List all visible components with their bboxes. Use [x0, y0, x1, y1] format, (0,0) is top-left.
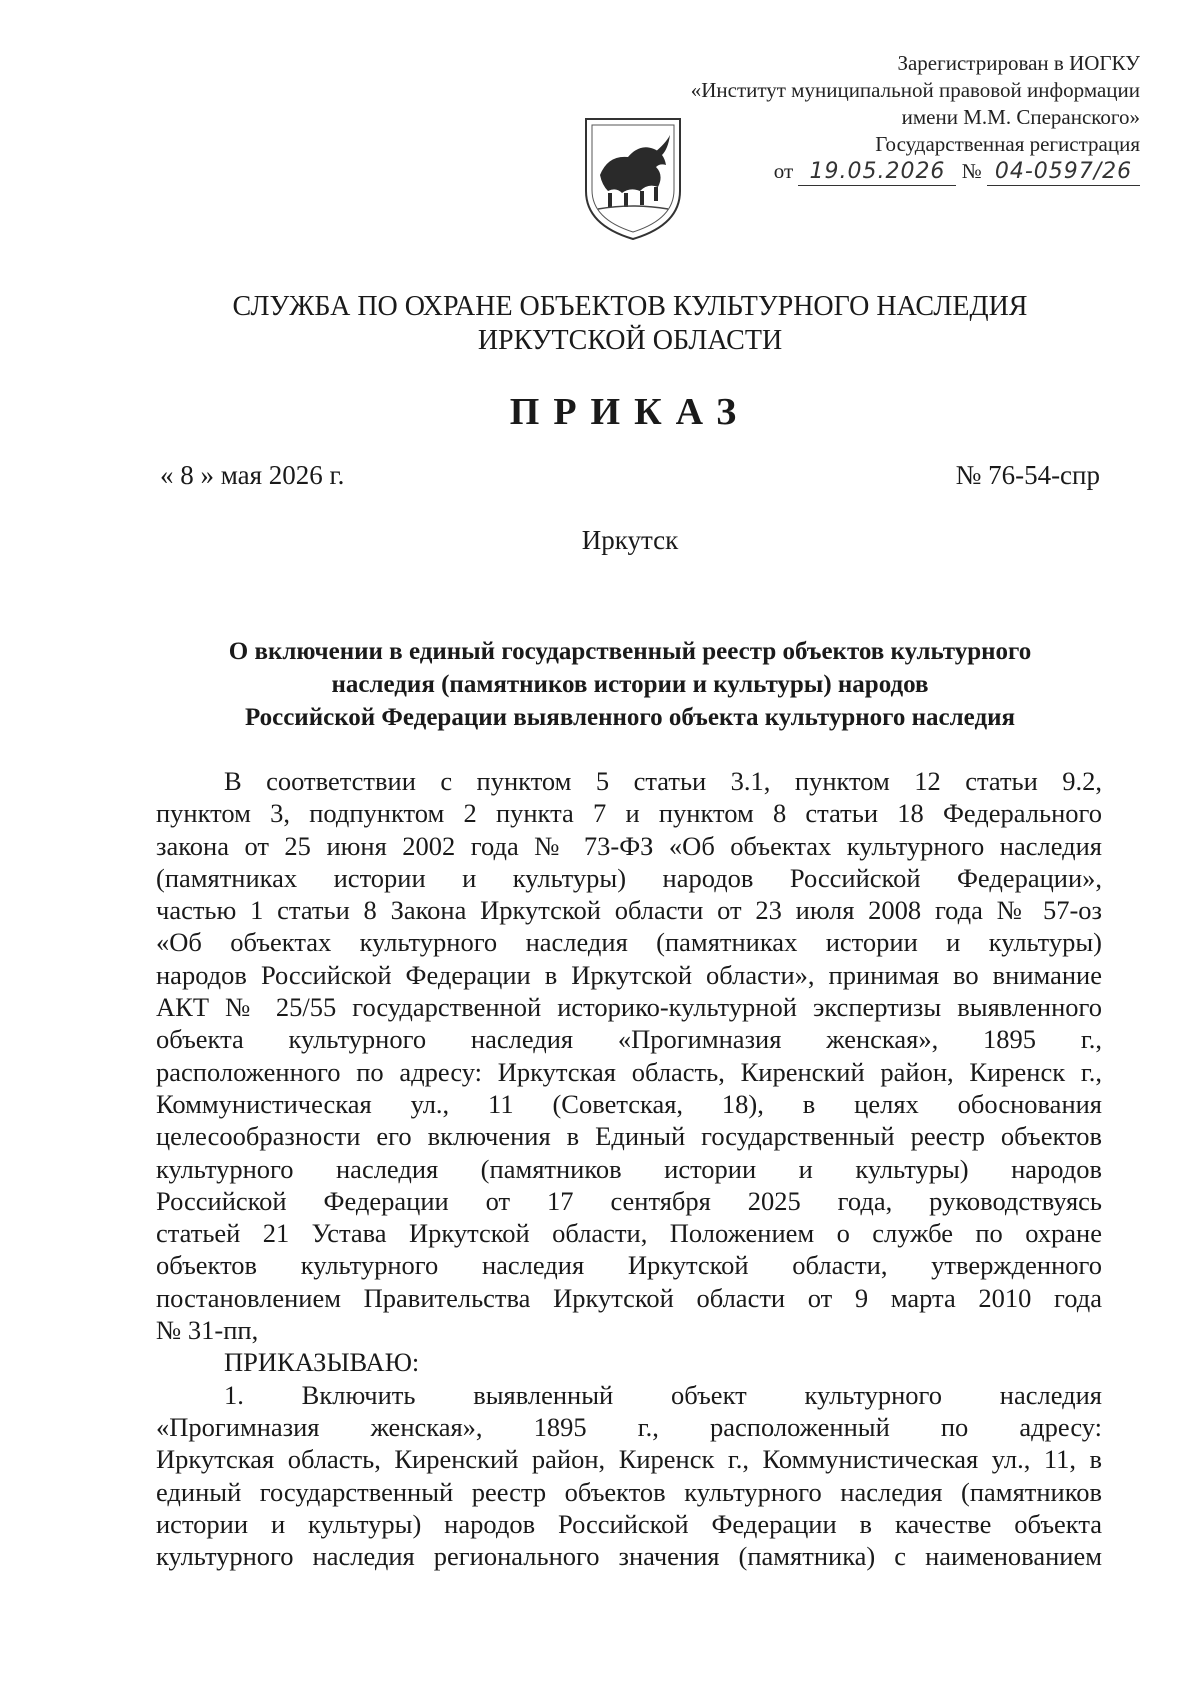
subject-line-1: О включении в единый государственный реестр объектов культурного: [228, 638, 1032, 665]
text-line: частью 1 статьи 8 Закона Иркутской области от 23 июля 2008 года № 57-оз: [156, 895, 1102, 926]
registration-number-label: №: [961, 159, 982, 183]
text-line: 1. Включить выявленный объект культурного наследия: [224, 1379, 1102, 1410]
subject-line-3: Российской Федерации выявленного объекта культурного наследия: [244, 704, 1016, 731]
text-line: Коммунистическая ул., 11 (Советская, 18), в целях обоснования: [156, 1088, 1102, 1119]
text-line: народов Российской Федерации в Иркутской области», принимая во внимание: [156, 959, 1102, 990]
text-line: единый государственный реестр объектов культурного наследия (памятников: [156, 1476, 1102, 1507]
text-line: закона от 25 июня 2002 года № 73-ФЗ «Об объектах культурного наследия: [156, 830, 1102, 861]
text-line: истории и культуры) народов Российской Федерации в качестве объекта: [156, 1508, 1102, 1539]
text-line: АКТ № 25/55 государственной историко-культурной экспертизы выявленного: [156, 992, 1102, 1023]
order-number: № 76-54-спр: [955, 460, 1100, 490]
text-line: объекта культурного наследия «Прогимназия женская», 1895 г.,: [156, 1024, 1102, 1055]
text-line: В соответствии с пунктом 5 статьи 3.1, пунктом 12 статьи 9.2,: [224, 766, 1102, 796]
text-line: целесообразности его включения в Единый государственный реестр объектов: [156, 1121, 1102, 1152]
organization-line-2: ИРКУТСКОЙ ОБЛАСТИ: [477, 325, 783, 356]
text-line: № 31-пп,: [156, 1315, 259, 1346]
order-date: « 8 » мая 2026 г.: [160, 460, 345, 490]
text-line: постановлением Правительства Иркутской области от 9 марта 2010 года: [156, 1282, 1102, 1313]
text-line: пунктом 3, подпунктом 2 пункта 7 и пунктом 8 статьи 18 Федерального: [156, 798, 1102, 829]
registration-line-4: Государственная регистрация: [875, 132, 1140, 156]
text-line: статьей 21 Устава Иркутской области, Положением о службе по охране: [156, 1218, 1102, 1249]
coat-of-arms-icon: [578, 113, 688, 243]
text-line: Российской Федерации от 17 сентября 2025 года, руководствуясь: [156, 1185, 1102, 1216]
registration-line-3: имени М.М. Сперанского»: [901, 105, 1140, 129]
text-line: расположенного по адресу: Иркутская область, Киренский район, Киренск г.,: [156, 1056, 1102, 1087]
text-line: «Об объектах культурного наследия (памятниках истории и культуры): [156, 927, 1102, 958]
item-1-paragraph: [156, 1379, 1102, 1573]
text-line: культурного наследия регионального значения (памятника) с наименованием: [156, 1541, 1102, 1572]
organization-name: [130, 290, 1130, 358]
document-type: ПРИКАЗ: [509, 391, 751, 433]
order-word: ПРИКАЗЫВАЮ:: [224, 1347, 420, 1378]
organization-line-1: СЛУЖБА ПО ОХРАНЕ ОБЪЕКТОВ КУЛЬТУРНОГО НАСЛЕДИЯ: [232, 291, 1028, 322]
text-line: Иркутская область, Киренский район, Киренск г., Коммунистическая ул., 11, в: [156, 1444, 1102, 1475]
text-line: культурного наследия (памятников истории и культуры) народов: [156, 1153, 1102, 1184]
registration-from-label: от: [773, 159, 794, 183]
order-subject: [130, 635, 1130, 734]
text-line: объектов культурного наследия Иркутской области, утвержденного: [156, 1250, 1102, 1281]
text-line: (памятниках истории и культуры) народов Российской Федерации»,: [156, 862, 1102, 893]
order-body: [156, 765, 1102, 1572]
registration-date: 19.05.2026: [798, 158, 956, 186]
city: Иркутск: [581, 525, 679, 555]
subject-line-2: наследия (памятников истории и культуры) народов: [331, 671, 929, 698]
registration-number: 04-0597/26: [987, 158, 1140, 186]
text-line: «Прогимназия женская», 1895 г., расположенный по адресу:: [156, 1411, 1102, 1442]
preamble-paragraph: [156, 765, 1102, 1346]
registration-line-1: Зарегистрирован в ИОГКУ: [897, 51, 1140, 75]
registration-line-2: «Институт муниципальной правовой информации: [690, 78, 1140, 102]
